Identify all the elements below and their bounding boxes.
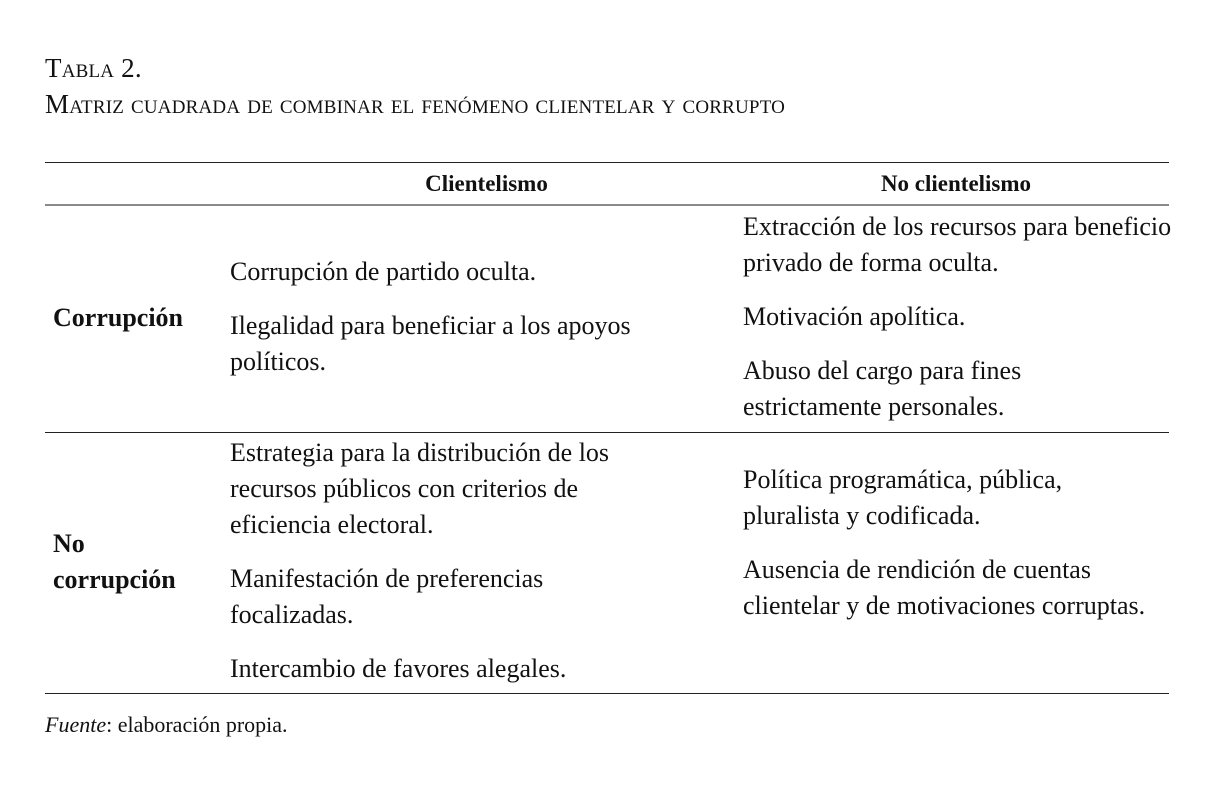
cell-item: Ausencia de rendición de cuentas clientelar y de motivaciones corruptas. <box>743 555 1146 620</box>
cell-item: Ilegalidad para beneficiar a los apoyos políticos. <box>230 311 631 376</box>
table-title: Matriz cuadrada de combinar el fenómeno clientelar y corrupto <box>45 89 786 119</box>
source-note <box>45 710 288 740</box>
row-label-no-corrupcion: No corrupción <box>53 529 176 594</box>
column-header-clientelismo: Clientelismo <box>425 171 548 196</box>
cell-item: Intercambio de favores alegales. <box>230 654 567 683</box>
cell-item: Motivación apolítica. <box>743 302 966 331</box>
cell-item: Corrupción de partido oculta. <box>230 257 537 286</box>
cell-item: Abuso del cargo para fines estrictamente personales. <box>743 356 1022 421</box>
cell-corrupcion-clientelismo <box>230 254 700 380</box>
bottom-rule <box>45 693 1169 694</box>
top-rule <box>45 162 1169 163</box>
cell-item: Extracción de los recursos para beneficio privado de forma oculta. <box>743 212 1172 277</box>
source-label: Fuente <box>45 712 107 737</box>
column-header-no-clientelismo: No clientelismo <box>880 171 1032 196</box>
cell-item: Manifestación de preferencias focalizadas. <box>230 564 544 629</box>
row-divider <box>45 432 1169 433</box>
cell-no-corrupcion-clientelismo <box>230 435 680 687</box>
cell-item: Estrategia para la distribución de los recursos públicos con criterios de eficiencia electoral. <box>230 438 610 539</box>
cell-item: Política programática, pública, pluralista y codificada. <box>743 465 1063 530</box>
table-caption <box>45 50 785 122</box>
source-text: : elaboración propia. <box>106 712 288 737</box>
header-rule <box>45 204 1169 206</box>
row-label-corrupcion: Corrupción <box>53 303 183 332</box>
cell-corrupcion-no-clientelismo <box>743 209 1173 425</box>
cell-no-corrupcion-no-clientelismo <box>743 462 1153 624</box>
table-label: Tabla 2. <box>45 53 142 83</box>
